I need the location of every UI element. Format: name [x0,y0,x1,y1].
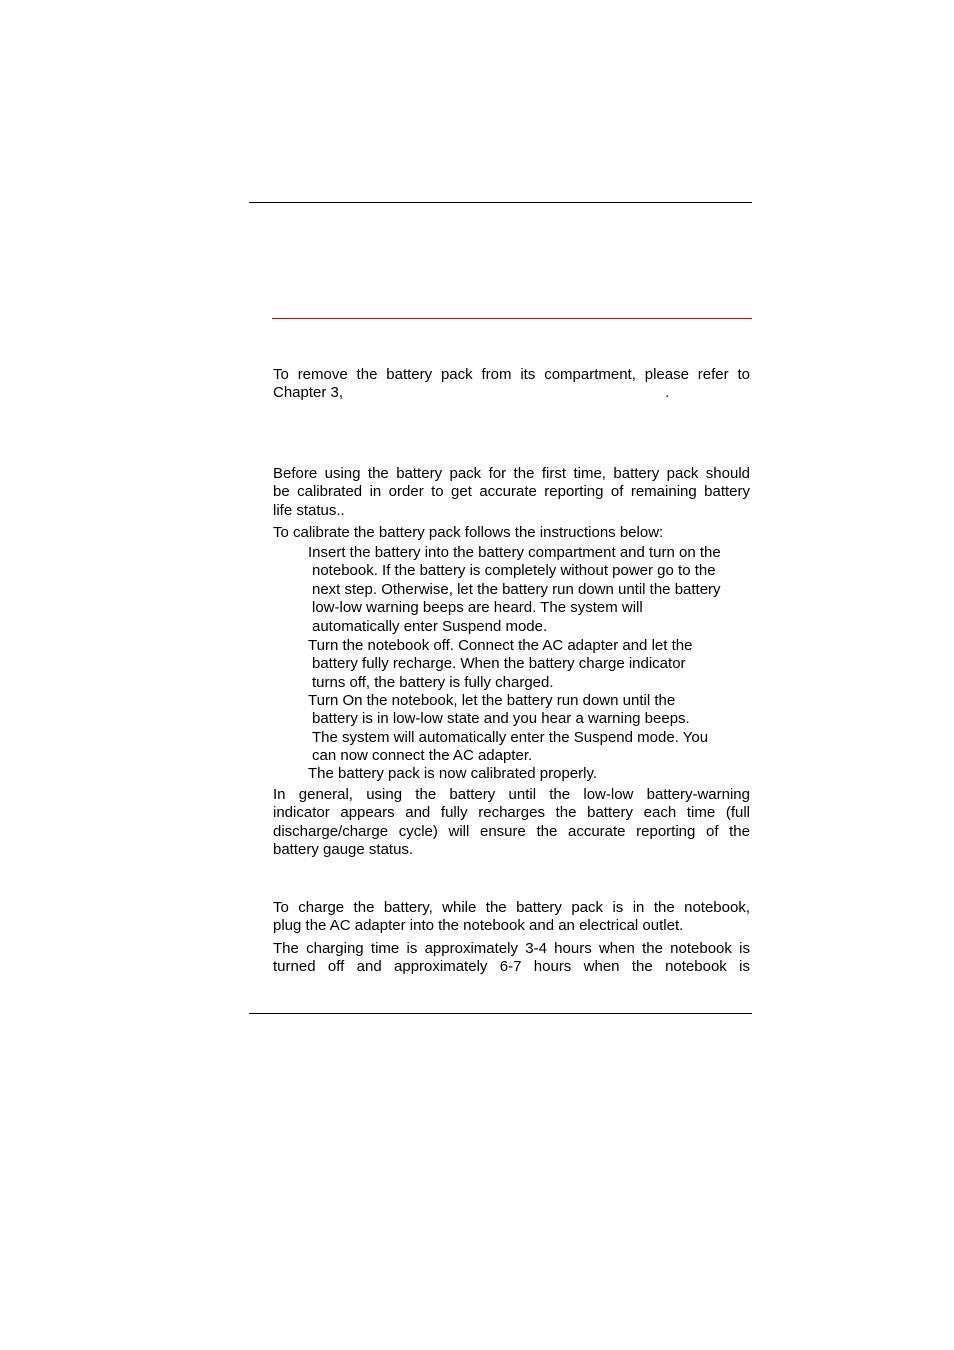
step-line: can now connect the AC adapter. [312,747,533,765]
step-line: The system will automatically enter the Suspend mode. You [312,728,709,746]
calibration-step-2 [308,637,757,692]
summary-line: discharge/charge cycle) will ensure the accurate reporting of the [273,822,750,840]
calibration-intro-line: Before using the battery pack for the first time, battery pack should [273,465,750,482]
calibration-step-1 [308,544,757,636]
step-line: The battery pack is now calibrated properly. [308,765,598,782]
step-line: battery is in low-low state and you hear a warning beeps. [312,710,690,728]
calibration-step-4 [308,765,757,783]
step-line: notebook. If the battery is completely without power go to the [312,562,716,580]
step-line: turns off, the battery is fully charged. [312,673,554,691]
calibration-lead [273,524,750,542]
step-line: next step. Otherwise, let the battery run down until the battery [312,580,721,598]
step-line: Turn the notebook off. Connect the AC adapter and let the [308,637,693,654]
calibration-intro-line: life status.. [273,501,345,519]
step-line: automatically enter Suspend mode. [312,617,548,635]
removal-line-1: To remove the battery pack from its compartment, please refer to [273,366,750,383]
removal-line-2 [273,384,750,402]
section-heading-rule [272,318,752,319]
header-rule [249,202,752,203]
calibration-intro [273,465,750,520]
summary-line: In general, using the battery until the low-low battery-warning [273,786,750,803]
summary-line: battery gauge status. [273,841,414,859]
charging-line: plug the AC adapter into the notebook and an electrical outlet. [273,917,684,935]
calibration-lead-text: To calibrate the battery pack follows the instructions below: [273,524,664,541]
calibration-step-3 [308,692,757,766]
step-line: low-low warning beeps are heard. The system will [312,599,643,617]
charging-paragraph-2 [273,940,750,977]
removal-period: . [665,384,670,402]
calibration-summary [273,786,750,860]
charging-line: turned off and approximately 6-7 hours when the notebook is [273,958,750,976]
step-line: Turn On the notebook, let the battery run down until the [308,692,676,709]
charging-line: To charge the battery, while the battery pack is in the notebook, [273,899,750,916]
step-line: Insert the battery into the battery compartment and turn on the [308,544,721,561]
removal-paragraph [273,366,750,403]
removal-chapter-ref: Chapter 3, [273,384,344,402]
calibration-intro-line: be calibrated in order to get accurate reporting of remaining battery [273,483,750,501]
charging-paragraph-1 [273,899,750,936]
footer-rule [249,1013,752,1014]
step-line: battery fully recharge. When the battery charge indicator [312,655,686,673]
summary-line: indicator appears and fully recharges the battery each time (full [273,804,750,822]
charging-line: The charging time is approximately 3-4 hours when the notebook is [273,940,750,957]
